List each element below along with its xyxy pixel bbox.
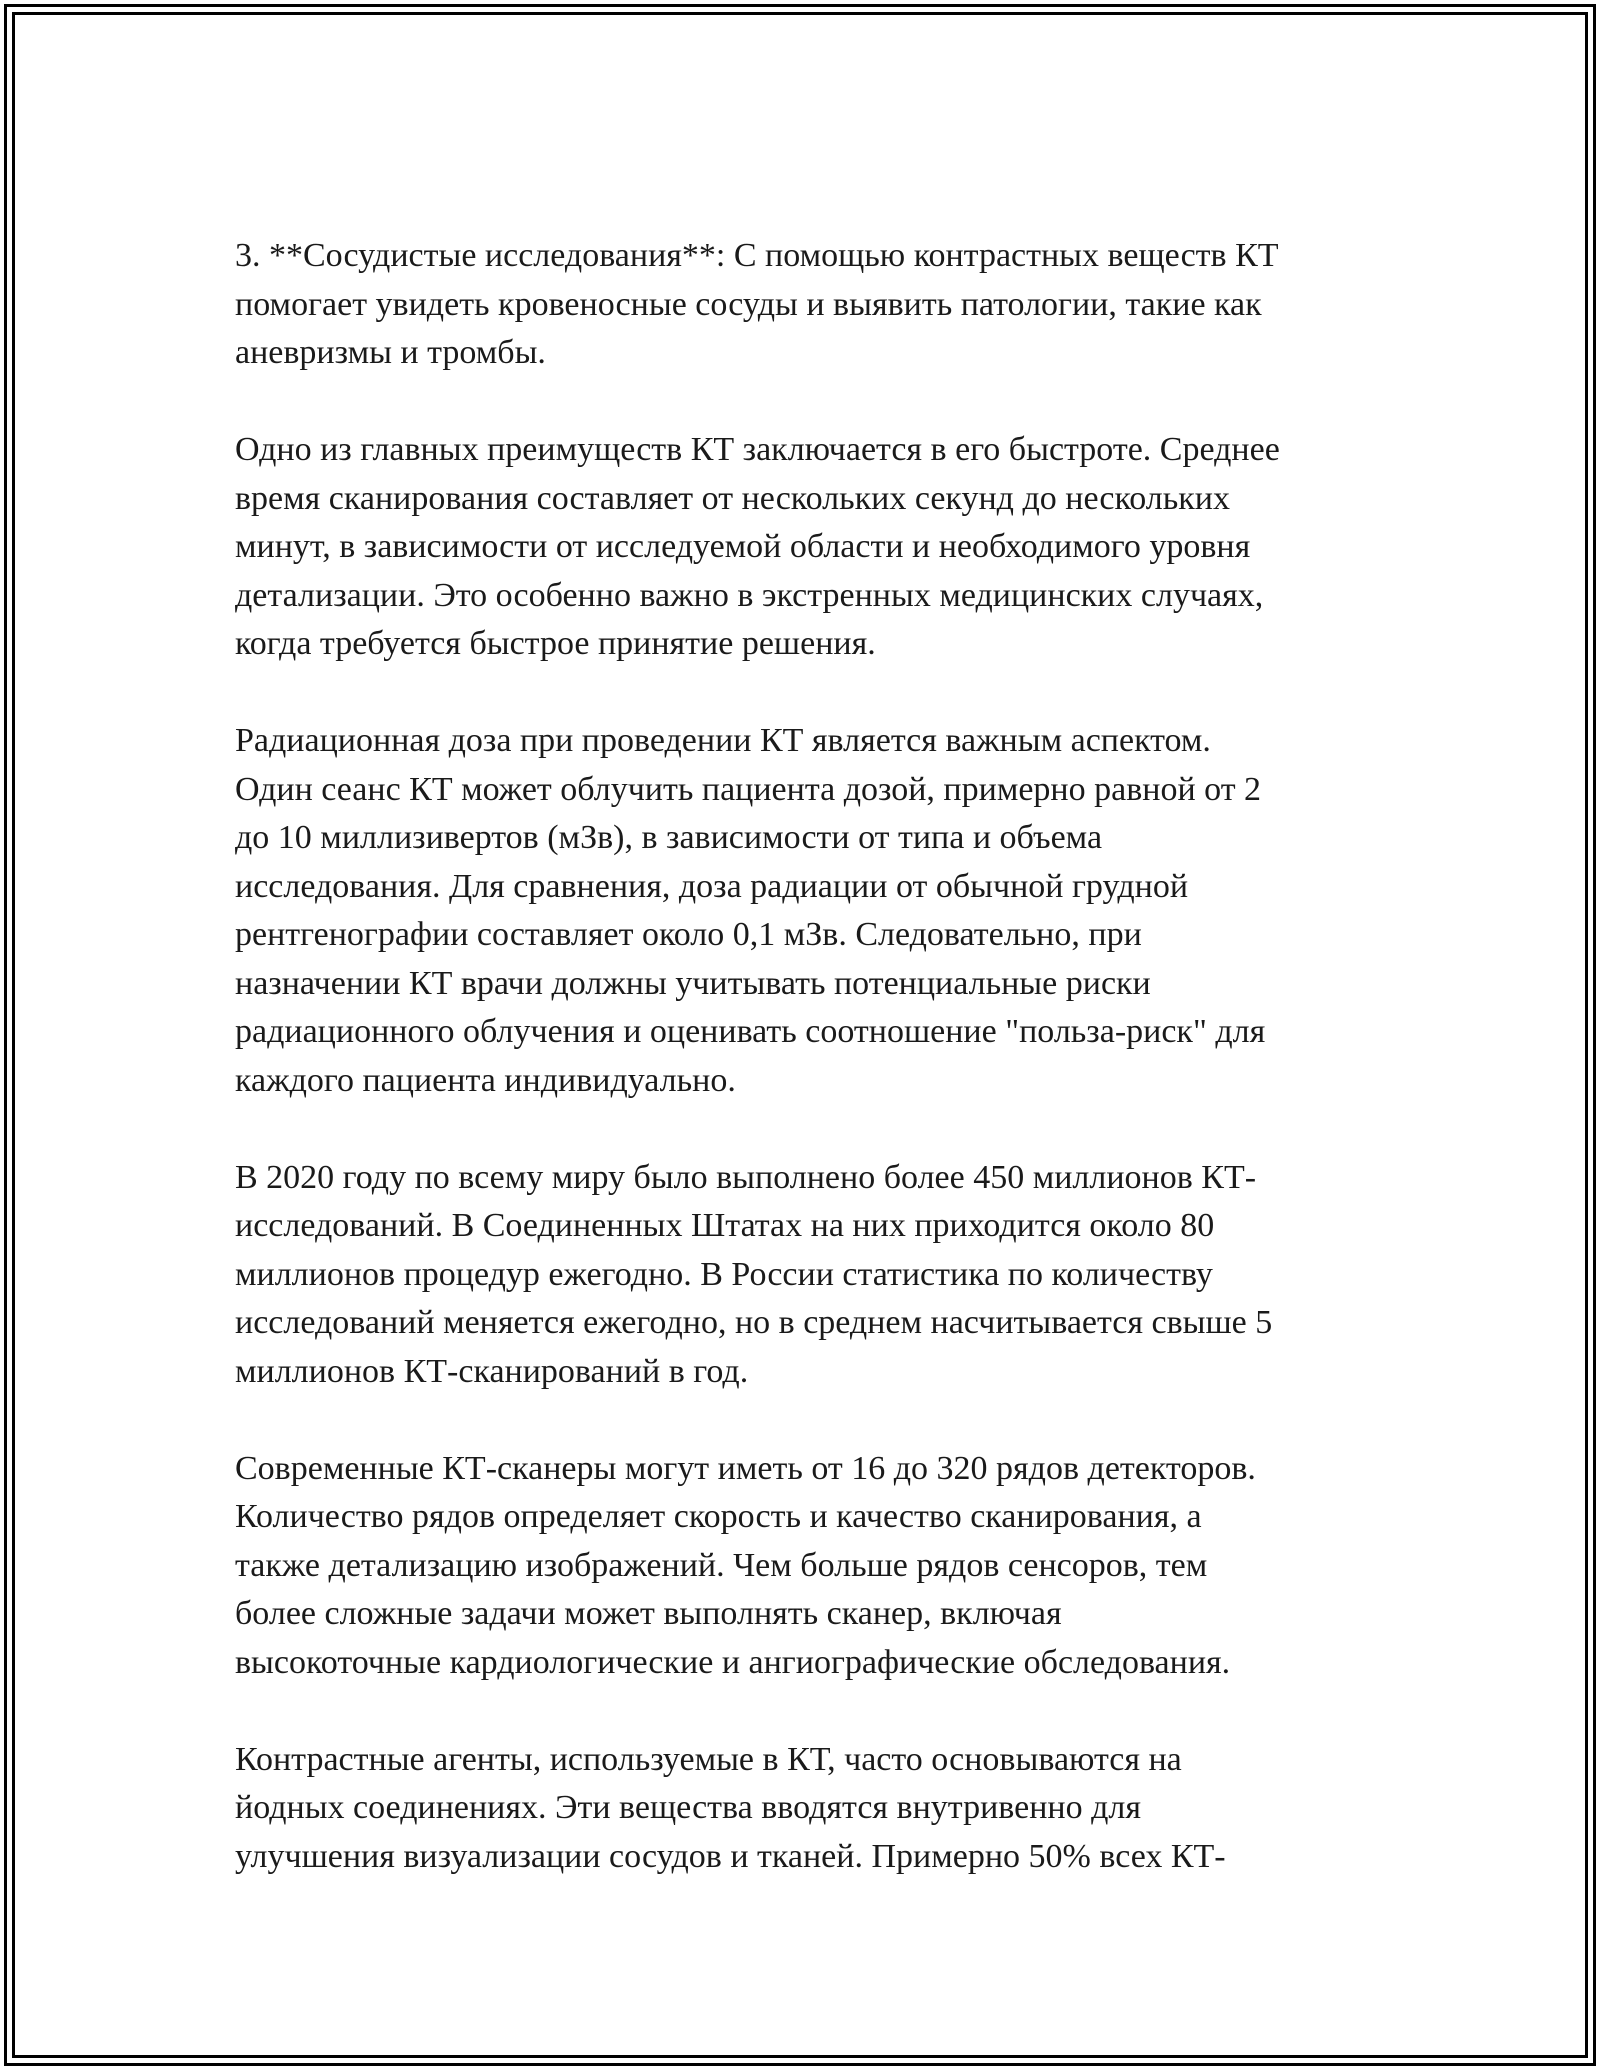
paragraph-statistics: В 2020 году по всему миру было выполнено более 450 миллионов КТ- исследований. В Соединенных Штатах на них приходится около 80 миллионов процедур ежегодно. В России статистика по количеству исследований меняется ежегодно, но в среднем насчитывается свыше 5 миллионов КТ-сканирований в год. bbox=[235, 1158, 1273, 1390]
paragraph-radiation-dose: Радиационная доза при проведении КТ является важным аспектом. Один сеанс КТ может облучить пациента дозой, примерно равной от 2 до 10 миллизивертов (мЗв), в зависимости от типа и объема исследования. Для сравнения, доза радиации от обычной грудной рентгенографии составляет около 0,1 мЗв. Следовательно, при назначении КТ врачи должны учитывать потенциальные риски радиационного облучения и оценивать соотношение "польза-риск" для каждого пациента индивидуально. bbox=[235, 722, 1266, 1099]
document-body bbox=[235, 232, 1385, 1930]
paragraph-scan-speed: Одно из главных преимуществ КТ заключается в его быстроте. Среднее время сканирования составляет от нескольких секунд до нескольких минут, в зависимости от исследуемой области и необходимого уровня детализации. Это особенно важно в экстренных медицинских случаях, когда требуется быстрое принятие решения. bbox=[235, 431, 1280, 662]
paragraph-contrast-agents: Контрастные агенты, используемые в КТ, часто основываются на йодных соединениях. Эти вещества вводятся внутривенно для улучшения визуализации сосудов и тканей. Примерно 50% всех КТ- bbox=[235, 1740, 1226, 1875]
paragraph-vascular-studies: 3. **Сосудистые исследования**: С помощью контрастных веществ КТ помогает увидеть кровеносные сосуды и выявить патологии, такие как аневризмы и тромбы. bbox=[235, 237, 1279, 371]
paragraph-detector-rows: Современные КТ-сканеры могут иметь от 16 до 320 рядов детекторов. Количество рядов определяет скорость и качество сканирования, а также детализацию изображений. Чем больше рядов сенсоров, тем более сложные задачи может выполнять сканер, включая высокоточные кардиологические и ангиографические обследования. bbox=[235, 1449, 1256, 1681]
